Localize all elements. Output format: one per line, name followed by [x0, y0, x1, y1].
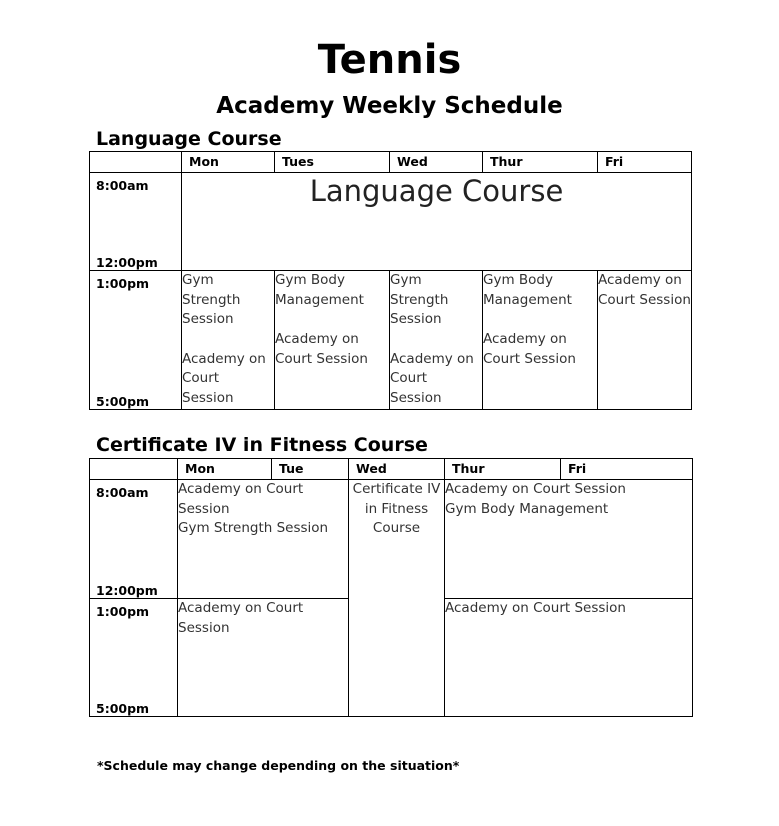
- activity: Academy on Court Session: [390, 350, 474, 406]
- language-course-heading: Language Course: [96, 128, 282, 150]
- activity: Gym Body Management: [445, 500, 609, 517]
- time-start: 8:00am: [96, 178, 149, 193]
- schedule-cell-wed: [390, 271, 483, 410]
- time-end: 12:00pm: [96, 583, 158, 598]
- schedule-cell-tues: [275, 271, 390, 410]
- day-header-tues: Tues: [275, 152, 390, 173]
- time-end: 12:00pm: [96, 255, 158, 270]
- schedule-cell-mon-tue-morning: [178, 480, 349, 599]
- activity: Academy on Court Session: [178, 481, 304, 517]
- day-header-fri: Fri: [598, 152, 692, 173]
- schedule-cell-mon: [182, 271, 275, 410]
- schedule-cell-mon-tue-afternoon: Academy on Court Session: [178, 599, 349, 717]
- page-subtitle: Academy Weekly Schedule: [216, 93, 563, 119]
- day-header-tue: Tue: [272, 459, 349, 480]
- table-row-morning: [90, 173, 692, 271]
- activity: Gym Strength Session: [178, 520, 329, 537]
- time-slot-afternoon: [90, 271, 182, 410]
- fitness-course-table: [89, 458, 693, 717]
- schedule-footnote: *Schedule may change depending on the situation*: [97, 758, 460, 773]
- time-slot-morning: [90, 173, 182, 271]
- day-header-fri: Fri: [561, 459, 693, 480]
- activity: Academy on Court Session: [483, 331, 576, 367]
- time-slot-morning: [90, 480, 178, 599]
- time-column-header: [90, 459, 178, 480]
- day-header-wed: Wed: [390, 152, 483, 173]
- time-column-header: [90, 152, 182, 173]
- time-end: 5:00pm: [96, 701, 150, 716]
- table-header-row: [90, 152, 692, 173]
- schedule-cell-thur-fri-afternoon: Academy on Court Session: [445, 599, 693, 717]
- activity: Gym Body Management: [275, 272, 364, 308]
- table-row-afternoon: [90, 271, 692, 410]
- activity: Gym Body Management: [483, 272, 572, 308]
- day-header-thur: Thur: [483, 152, 598, 173]
- time-start: 1:00pm: [96, 604, 150, 619]
- day-header-mon: Mon: [182, 152, 275, 173]
- schedule-cell-thur: [483, 271, 598, 410]
- activity: Academy on Court Session: [445, 481, 626, 497]
- schedule-cell-fri: [598, 271, 692, 410]
- table-header-row: [90, 459, 693, 480]
- schedule-cell-thur-fri-morning: [445, 480, 693, 599]
- table-row-morning: [90, 480, 693, 599]
- activity: Academy on Court Session: [598, 272, 691, 308]
- day-header-thur: Thur: [445, 459, 561, 480]
- time-start: 1:00pm: [96, 276, 150, 291]
- time-slot-afternoon: [90, 599, 178, 717]
- language-course-block: Language Course: [182, 173, 692, 271]
- schedule-cell-wed: Certificate IV in Fitness Course: [349, 480, 445, 717]
- page-title: Tennis: [317, 37, 462, 83]
- fitness-course-heading: Certificate IV in Fitness Course: [96, 434, 428, 456]
- time-end: 5:00pm: [96, 393, 150, 409]
- activity: Gym Strength Session: [390, 272, 449, 328]
- day-header-mon: Mon: [178, 459, 272, 480]
- activity: Gym Strength Session: [182, 272, 241, 328]
- activity: Academy on Court Session: [275, 331, 368, 367]
- day-header-wed: Wed: [349, 459, 445, 480]
- time-start: 8:00am: [96, 485, 149, 500]
- activity: Academy on Court Session: [182, 350, 266, 406]
- language-course-table: [89, 151, 692, 410]
